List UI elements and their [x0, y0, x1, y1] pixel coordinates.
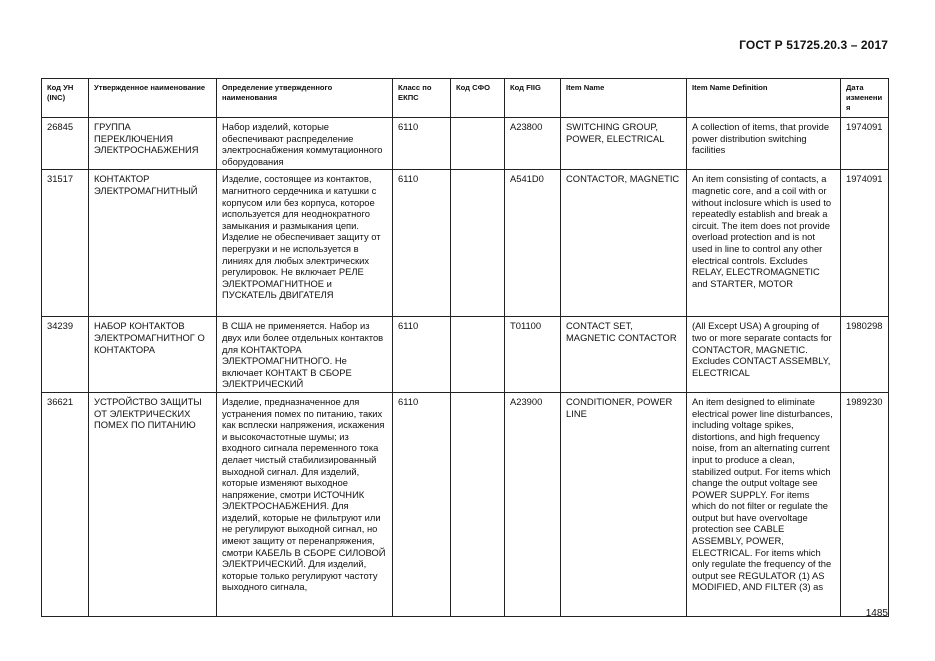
table-row	[42, 317, 889, 393]
cell-name-ru: КОНТАКТОР ЭЛЕКТРОМАГНИТНЫЙ	[89, 170, 217, 317]
cell-sfo	[451, 392, 505, 616]
document-header-standard: ГОСТ Р 51725.20.3 – 2017	[739, 38, 888, 52]
column-header-fiig: Код FIIG	[505, 79, 561, 118]
cell-item-name: CONTACTOR, MAGNETIC	[561, 170, 687, 317]
column-header-name-ru: Утвержденное наименование	[89, 79, 217, 118]
column-header-date: Дата изменения	[841, 79, 889, 118]
classification-table	[41, 78, 889, 617]
column-header-item-name: Item Name	[561, 79, 687, 118]
page-number: 1485	[865, 608, 888, 619]
cell-definition-ru: Изделие, состоящее из контактов, магнитного сердечника и катушки с корпусом или без корпуса, которое используется для неоднократного замыкания и размыкания цепи. Изделие не обеспечивает защиту от перегрузки и не используется в линиях для любых электрических регулировок. Не включает РЕЛЕ ЭЛЕКТРОМАГНИТНОЕ и ПУСКАТЕЛЬ ДВИГАТЕЛЯ	[217, 170, 393, 317]
table-row	[42, 170, 889, 317]
cell-fiig: A23900	[505, 392, 561, 616]
cell-sfo	[451, 170, 505, 317]
cell-date: 1980298	[841, 317, 889, 393]
table-row	[42, 392, 889, 616]
cell-inc: 36621	[42, 392, 89, 616]
table-header-row	[42, 79, 889, 118]
cell-fiig: A23800	[505, 118, 561, 170]
cell-item-name: CONDITIONER, POWER LINE	[561, 392, 687, 616]
cell-item-definition: (All Except USA) A grouping of two or more separate contacts for CONTACTOR, MAGNETIC. Excludes CONTACT ASSEMBLY, ELECTRICAL	[687, 317, 841, 393]
column-header-definition-ru: Определение утвержденного наименования	[217, 79, 393, 118]
cell-date: 1974091	[841, 170, 889, 317]
cell-ekps: 6110	[393, 317, 451, 393]
cell-sfo	[451, 317, 505, 393]
cell-inc: 31517	[42, 170, 89, 317]
cell-item-name: CONTACT SET, MAGNETIC CONTACTOR	[561, 317, 687, 393]
cell-name-ru: УСТРОЙСТВО ЗАЩИТЫ ОТ ЭЛЕКТРИЧЕСКИХ ПОМЕХ ПО ПИТАНИЮ	[89, 392, 217, 616]
cell-ekps: 6110	[393, 170, 451, 317]
cell-definition-ru: Изделие, предназначенное для устранения помех по питанию, таких как всплески напряжения, искажения и высокочастотные шумы; из входного сигнала переменного тока делает чистый стабилизированный выходной сигнал. Для изделий, которые изменяют выходное напряжение, смотри ИСТОЧНИК ЭЛЕКТРОСНАБЖЕНИЯ. Для изделий, которые не фильтруют или не регулируют выходной сигнал, но имеют защиту от перенапряжения, смотри КАБЕЛЬ В СБОРЕ СИЛОВОЙ ЭЛЕКТРИЧЕСКИЙ. Для изделий, которые только регулируют частоту выходного сигнала,	[217, 392, 393, 616]
cell-definition-ru: Набор изделий, которые обеспечивают распределение электроснабжения коммутационного оборудования	[217, 118, 393, 170]
cell-name-ru: НАБОР КОНТАКТОВ ЭЛЕКТРОМАГНИТНОГ О КОНТАКТОРА	[89, 317, 217, 393]
cell-item-definition: An item designed to eliminate electrical power line disturbances, including voltage spikes, distortions, and high frequency noise, from an alternating current input to produce a clean, stabilized output. For items which change the output voltage see POWER SUPPLY. For items which do not filter or regulate the output but have overvoltage protection see CABLE ASSEMBLY, POWER, ELECTRICAL. For items which only regulate the frequency of the output see REGULATOR (1) AS MODIFIED, AND FILTER (3) as	[687, 392, 841, 616]
cell-inc: 34239	[42, 317, 89, 393]
cell-sfo	[451, 118, 505, 170]
cell-item-definition: A collection of items, that provide power distribution switching facilities	[687, 118, 841, 170]
column-header-item-definition: Item Name Definition	[687, 79, 841, 118]
cell-name-ru: ГРУППА ПЕРЕКЛЮЧЕНИЯ ЭЛЕКТРОСНАБЖЕНИЯ	[89, 118, 217, 170]
cell-item-name: SWITCHING GROUP, POWER, ELECTRICAL	[561, 118, 687, 170]
table-row	[42, 118, 889, 170]
cell-date: 1974091	[841, 118, 889, 170]
cell-ekps: 6110	[393, 392, 451, 616]
cell-ekps: 6110	[393, 118, 451, 170]
cell-inc: 26845	[42, 118, 89, 170]
cell-fiig: A541D0	[505, 170, 561, 317]
column-header-inc: Код УН (INC)	[42, 79, 89, 118]
cell-item-definition: An item consisting of contacts, a magnetic core, and a coil with or without inclosure which is used to repeatedly establish and break a circuit. The item does not provide overload protection and is not used in line to control any other electrical controls. Excludes RELAY, ELECTROMAGNETIC and STARTER, MOTOR	[687, 170, 841, 317]
column-header-ekps: Класс по ЕКПС	[393, 79, 451, 118]
cell-date: 1989230	[841, 392, 889, 616]
cell-fiig: T01100	[505, 317, 561, 393]
cell-definition-ru: В США не применяется. Набор из двух или более отдельных контактов для КОНТАКТОРА ЭЛЕКТРОМАГНИТНОГО. Не включает КОНТАКТ В СБОРЕ ЭЛЕКТРИЧЕСКИЙ	[217, 317, 393, 393]
column-header-sfo: Код СФО	[451, 79, 505, 118]
